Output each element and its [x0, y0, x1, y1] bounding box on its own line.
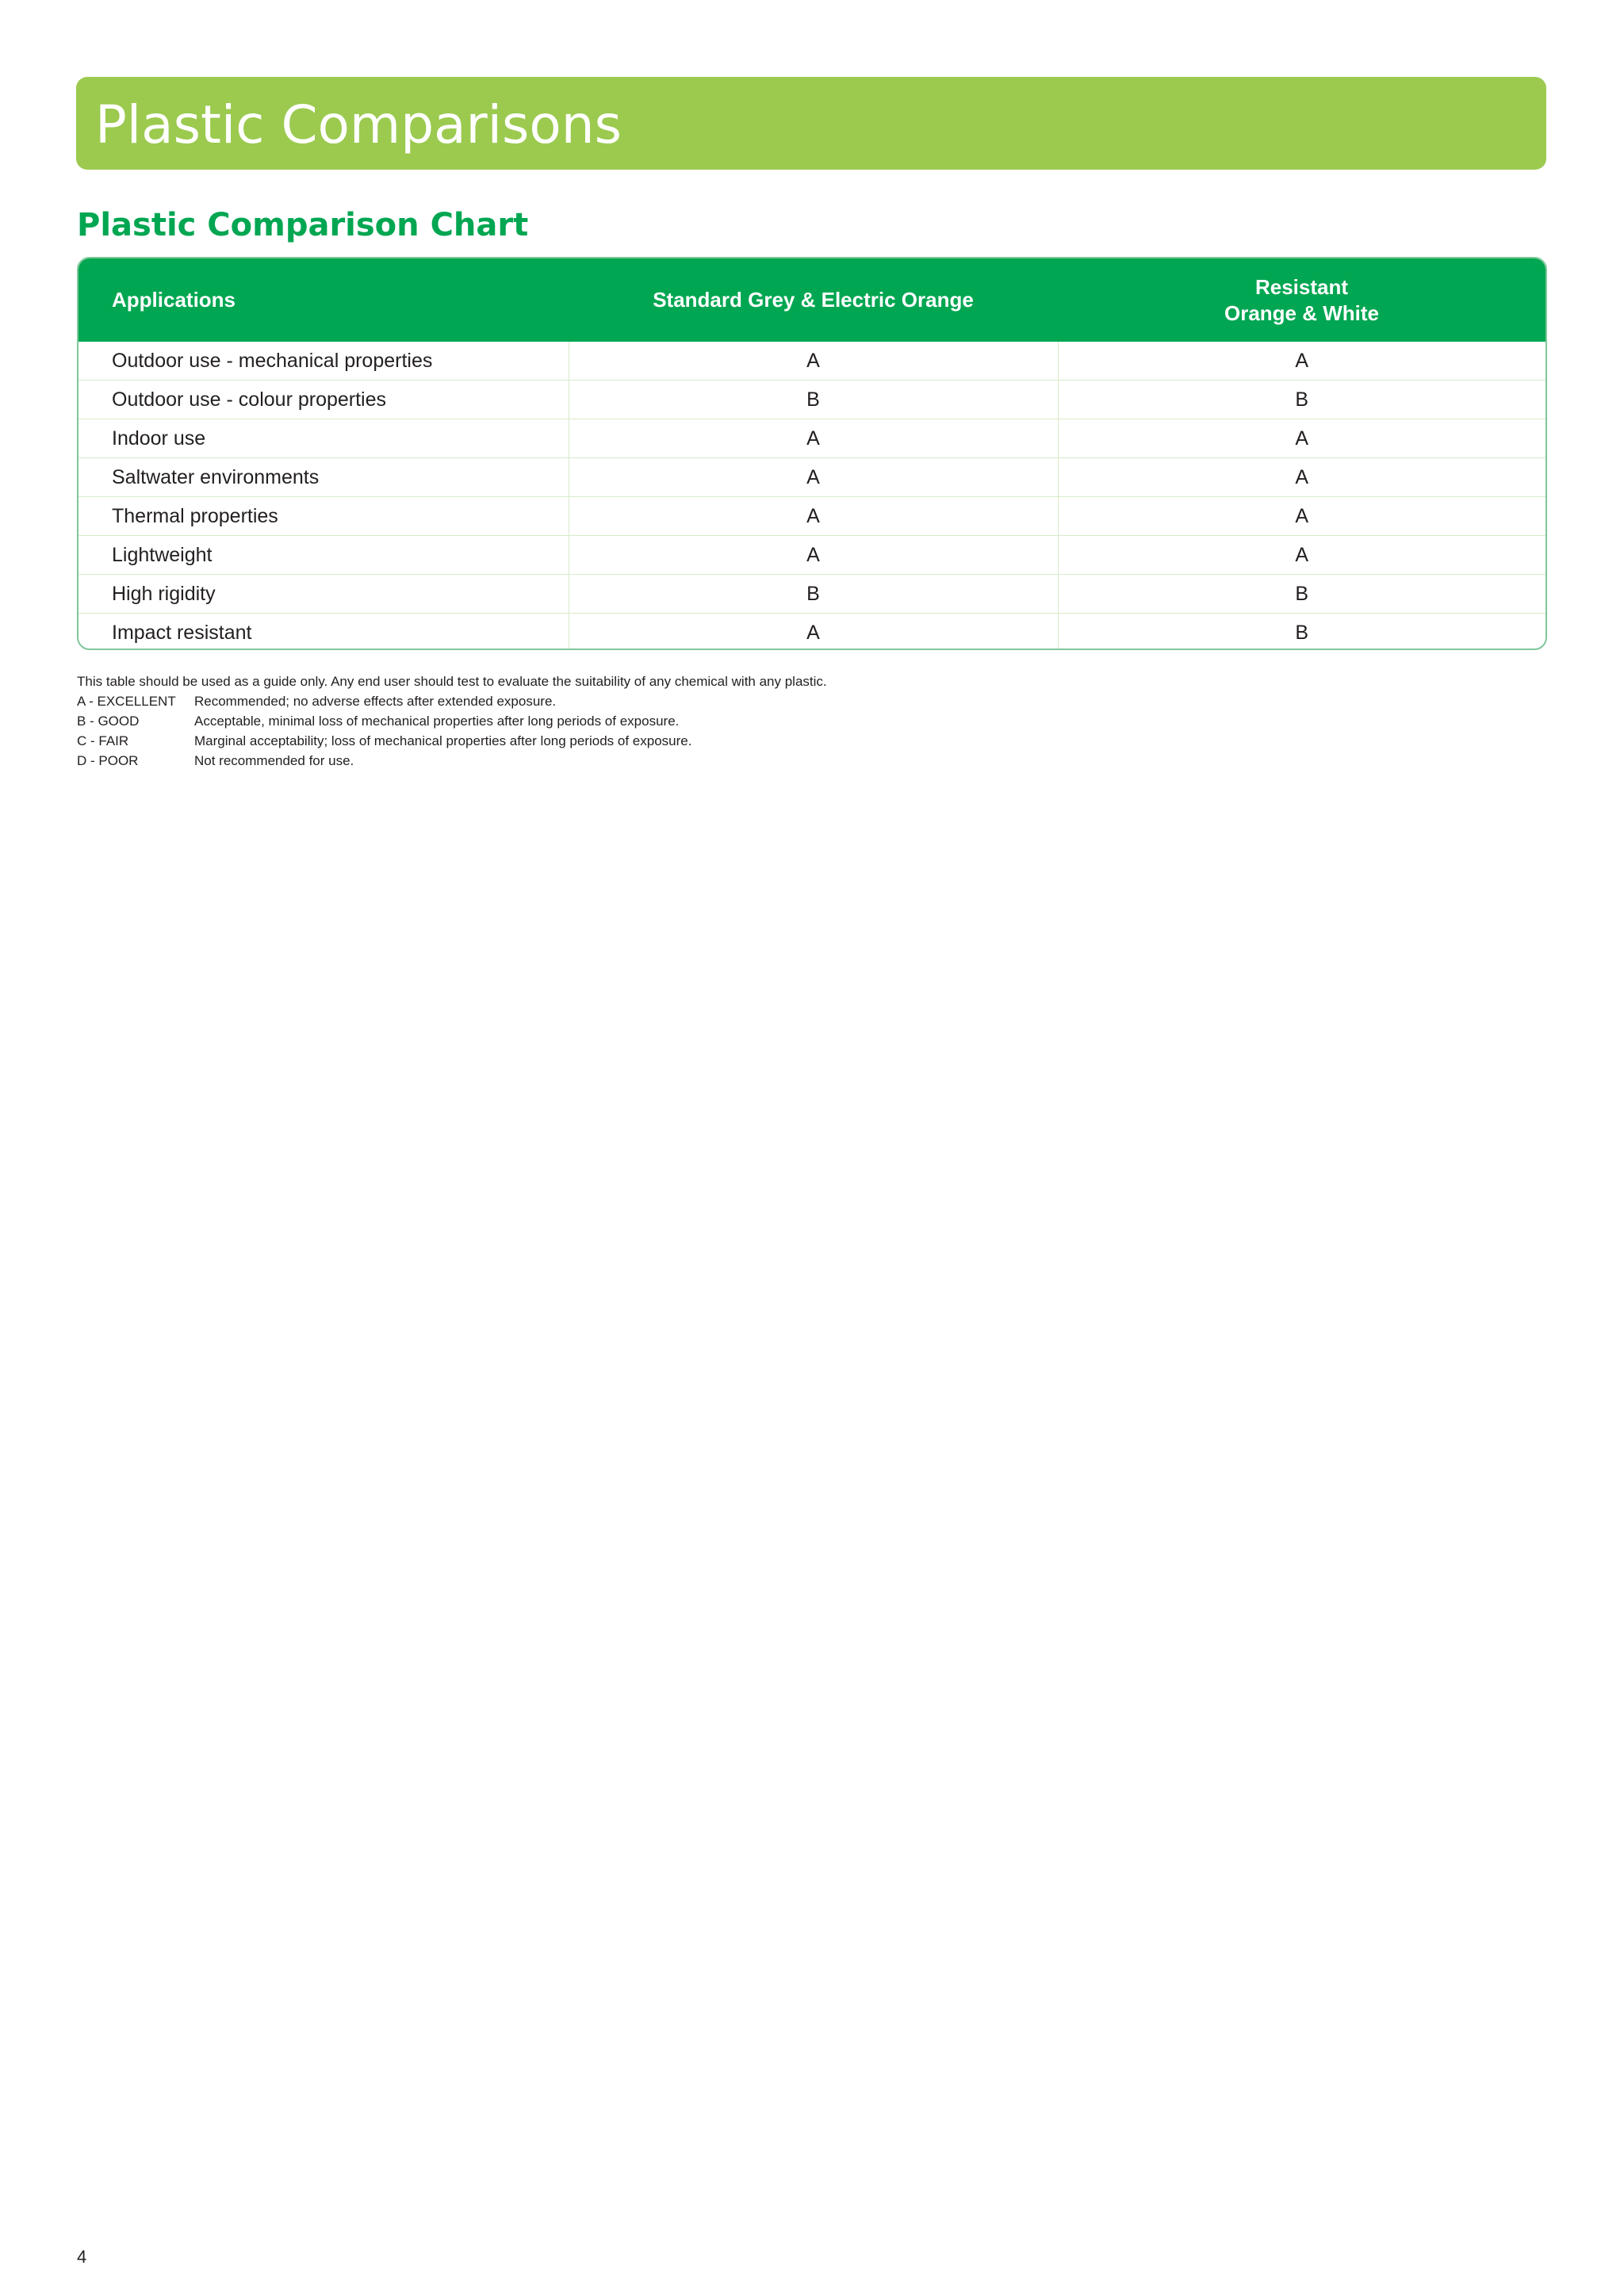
page-title: Plastic Comparisons — [95, 94, 622, 155]
header-resistant-line2: Orange & White — [1224, 300, 1379, 325]
cell-standard-rating: B — [569, 381, 1058, 419]
cell-resistant-rating: A — [1058, 342, 1545, 381]
cell-resistant-rating: A — [1058, 536, 1545, 575]
table-header-row — [79, 258, 1545, 342]
cell-resistant-rating: B — [1058, 614, 1545, 651]
cell-resistant-rating: B — [1058, 381, 1545, 419]
table-row — [79, 419, 1545, 458]
cell-standard-rating: A — [569, 536, 1058, 575]
legend-key: A - EXCELLENT — [77, 694, 176, 709]
legend-row-good — [77, 711, 827, 731]
legend-description: Recommended; no adverse effects after extended exposure. — [194, 694, 557, 709]
cell-standard-rating: A — [569, 419, 1058, 458]
disclaimer-text: This table should be used as a guide only. Any end user should test to evaluate the suitability of any chemical with any plastic. — [77, 674, 827, 689]
page-number: 4 — [77, 2247, 87, 2267]
cell-application: Thermal properties — [79, 497, 569, 536]
legend-key: B - GOOD — [77, 714, 140, 729]
cell-application: Lightweight — [79, 536, 569, 575]
cell-application: Impact resistant — [112, 622, 252, 644]
cell-application: High rigidity — [79, 575, 569, 614]
table-row — [79, 381, 1545, 419]
legend-key: C - FAIR — [77, 733, 129, 748]
legend-description: Marginal acceptability; loss of mechanical properties after long periods of exposure. — [194, 733, 692, 748]
header-standard-grey-electric-orange: Standard Grey & Electric Orange — [569, 258, 1058, 342]
comparison-table — [77, 257, 1547, 650]
table-row — [79, 342, 1545, 381]
section-heading: Plastic Comparison Chart — [77, 207, 529, 243]
cell-resistant-rating: A — [1058, 419, 1545, 458]
cell-application: Outdoor use - mechanical properties — [79, 342, 569, 381]
legend-description: Not recommended for use. — [194, 753, 354, 768]
table-row — [79, 575, 1545, 614]
cell-resistant-rating: B — [1058, 575, 1545, 614]
legend-row-poor — [77, 751, 827, 771]
cell-standard-rating: A — [569, 342, 1058, 381]
header-resistant-line1: Resistant — [1254, 274, 1349, 299]
table-row — [79, 536, 1545, 575]
cell-standard-rating: A — [569, 458, 1058, 497]
cell-standard-rating: A — [569, 614, 1058, 651]
table-row — [79, 614, 1545, 651]
cell-resistant-rating: A — [1058, 497, 1545, 536]
legend-key: D - POOR — [77, 753, 139, 768]
legend-description: Acceptable, minimal loss of mechanical properties after long periods of exposure. — [194, 714, 680, 729]
table-notes — [77, 672, 827, 771]
cell-application: Indoor use — [79, 419, 569, 458]
legend-row-excellent — [77, 691, 827, 711]
cell-application: Outdoor use - colour properties — [79, 381, 569, 419]
legend-row-fair — [77, 731, 827, 751]
header-applications: Applications — [79, 258, 569, 342]
table-row — [79, 497, 1545, 536]
header-resistant-orange-white — [1058, 258, 1545, 342]
cell-standard-rating: B — [569, 575, 1058, 614]
cell-standard-rating: A — [569, 497, 1058, 536]
title-banner — [76, 77, 1546, 170]
comparison-table-grid — [79, 258, 1545, 650]
table-row — [79, 458, 1545, 497]
cell-resistant-rating: A — [1058, 458, 1545, 497]
cell-application: Saltwater environments — [79, 458, 569, 497]
